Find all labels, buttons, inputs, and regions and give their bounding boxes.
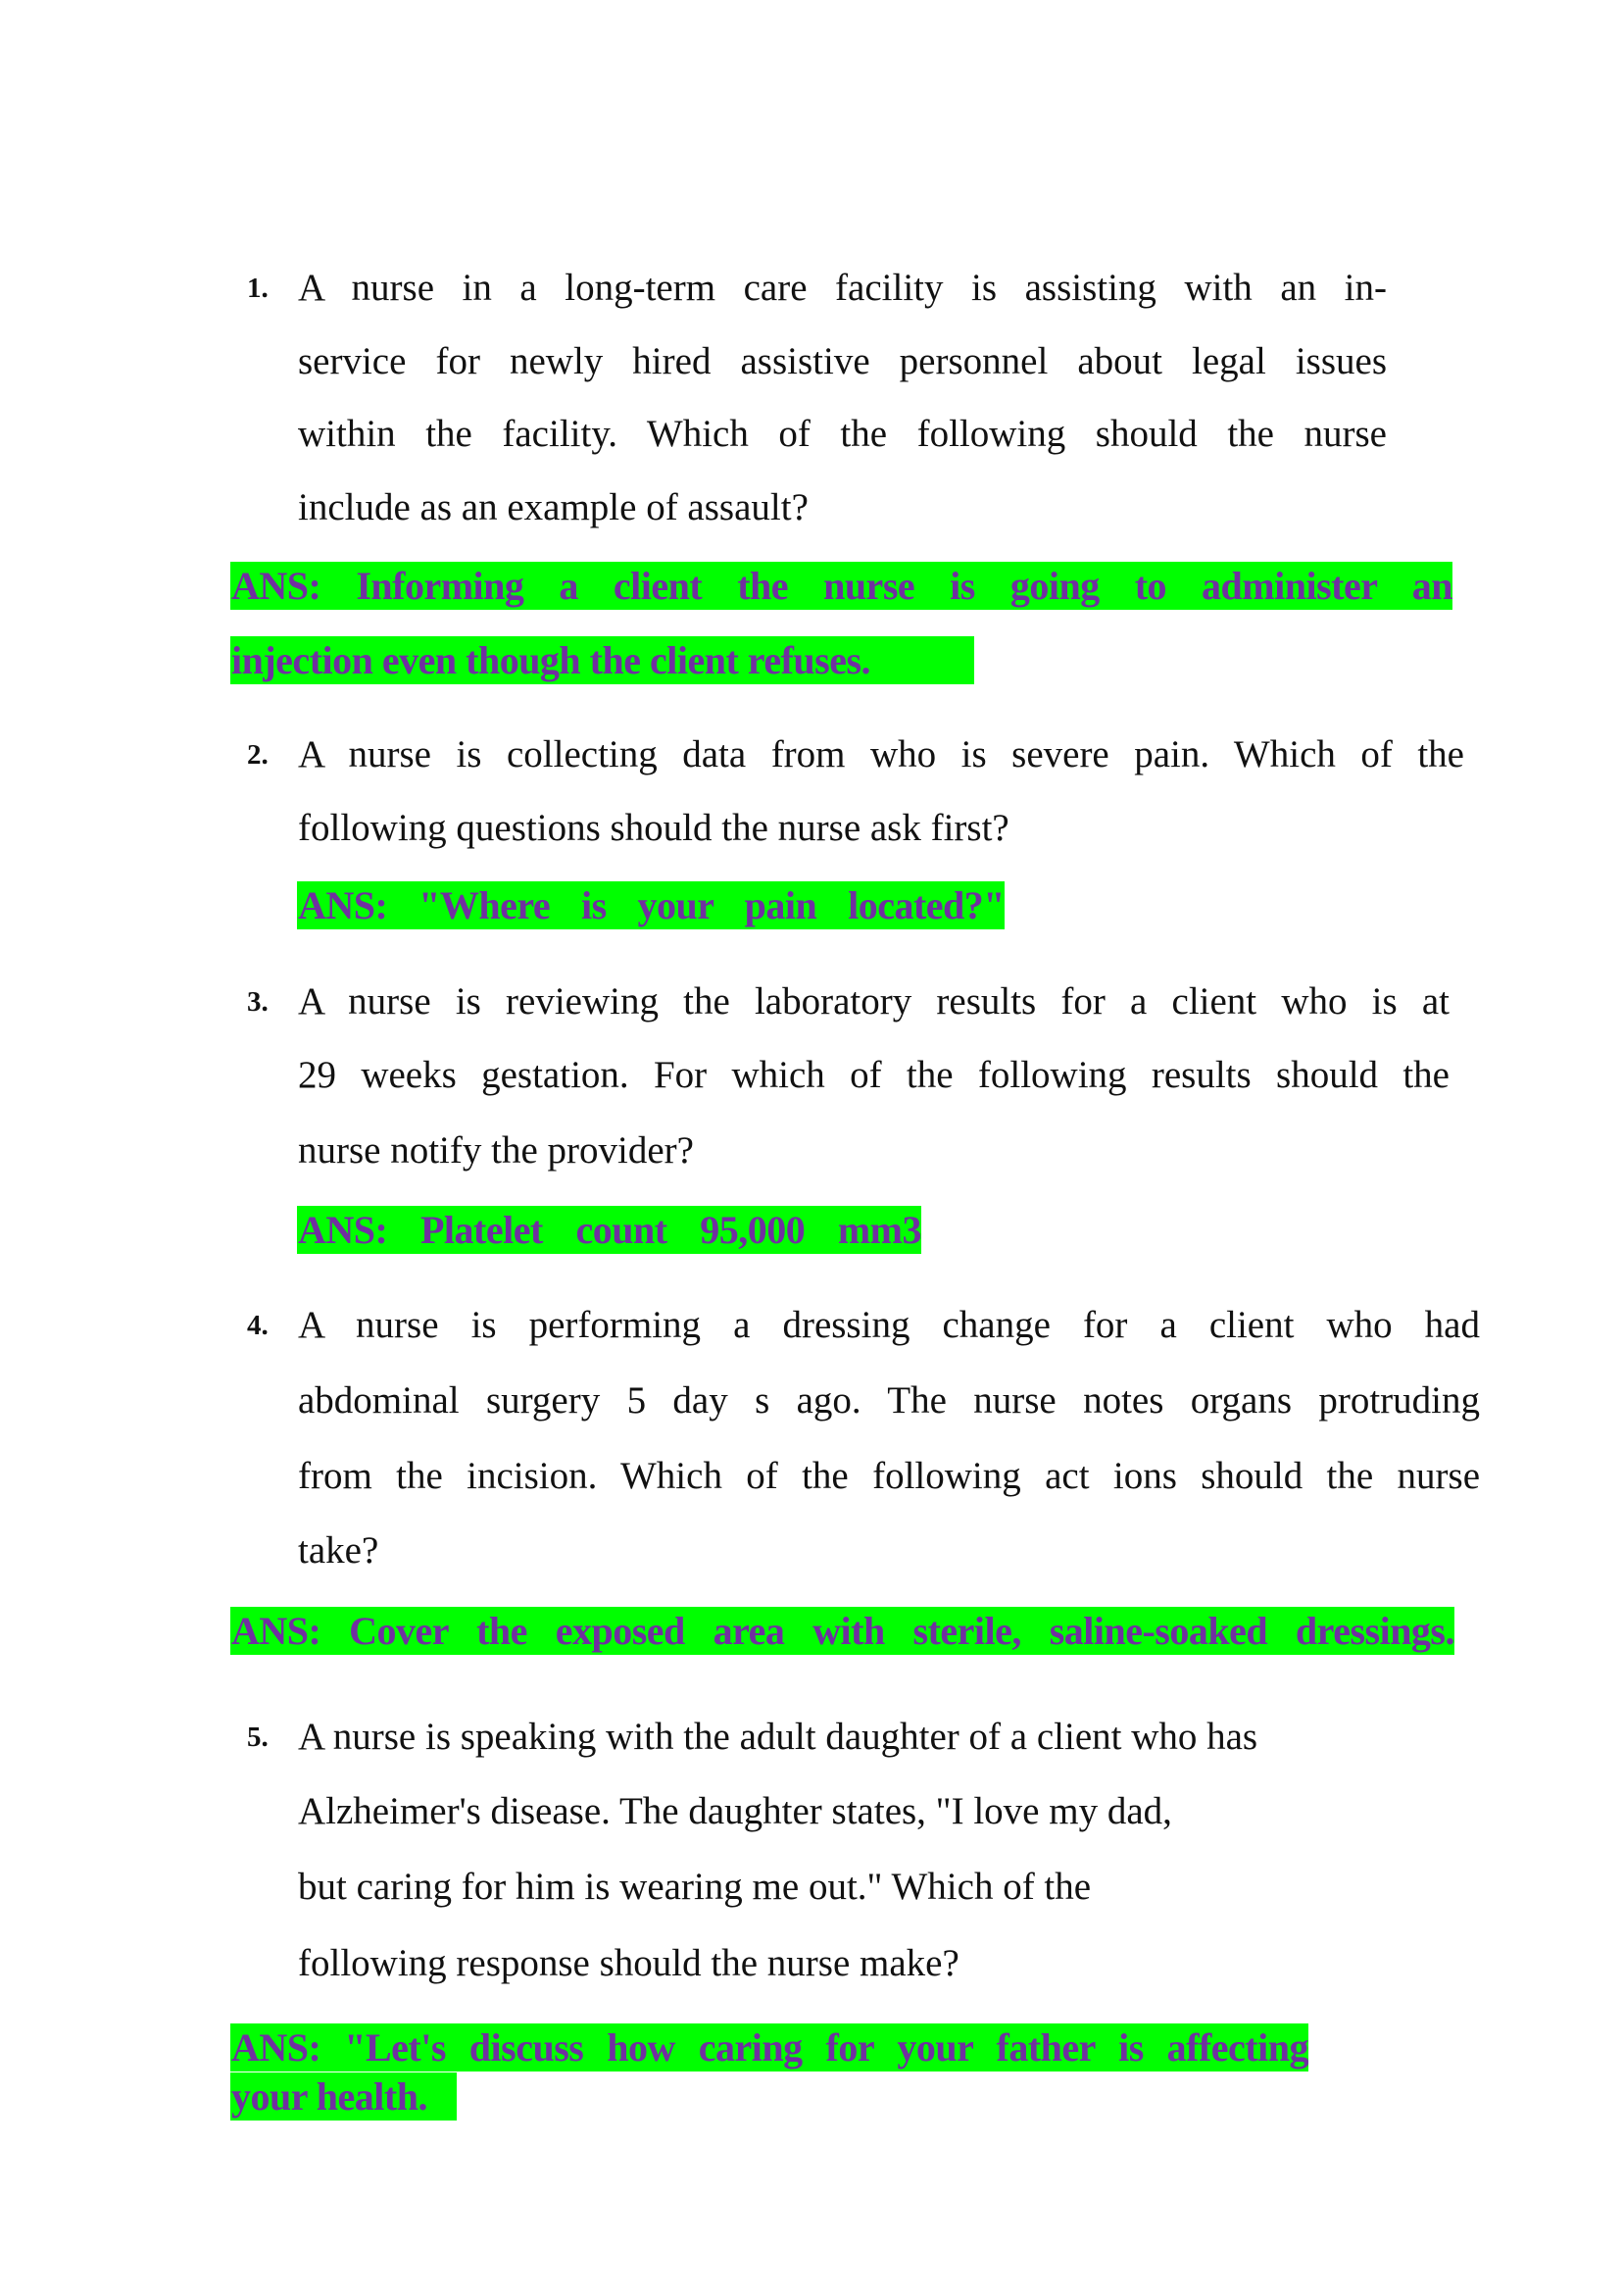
- question-text-line: abdominal surgery 5 day s ago. The nurse notes organs protruding: [298, 1379, 1480, 1422]
- question-text-line: but caring for him is wearing me out." Which of the: [298, 1866, 1092, 1908]
- question-number: 5.: [247, 1722, 269, 1753]
- answer-highlight: your health.: [230, 2072, 457, 2121]
- question-text-line: take?: [298, 1529, 379, 1572]
- question-number: 1.: [247, 273, 269, 304]
- question-number: 4.: [247, 1310, 269, 1341]
- question-text-line: Alzheimer's disease. The daughter states, "I love my dad,: [298, 1790, 1172, 1832]
- question-number: 3.: [247, 986, 269, 1018]
- question-text-line: within the facility. Which of the following should the nurse: [298, 413, 1387, 455]
- answer-highlight: ANS: "Where is your pain located?": [298, 883, 1005, 927]
- question-text-line: A nurse is collecting data from who is severe pain. Which of the: [298, 733, 1464, 775]
- answer-highlight: ANS: Platelet count 95,000 mm3: [298, 1208, 921, 1252]
- answer-highlight: injection even though the client refuses.: [230, 636, 974, 684]
- question-number: 2.: [247, 739, 269, 771]
- question-text-line: following questions should the nurse ask first?: [298, 807, 1009, 849]
- answer-highlight: ANS: Informing a client the nurse is going to administer an: [231, 564, 1452, 608]
- question-text-line: nurse notify the provider?: [298, 1129, 694, 1172]
- answer-highlight: ANS: "Let's discuss how caring for your father is affecting: [231, 2025, 1308, 2070]
- question-text-line: from the incision. Which of the following act ions should the nurse: [298, 1455, 1480, 1497]
- answer-highlight: ANS: Cover the exposed area with sterile, saline-soaked dressings.: [231, 1609, 1454, 1653]
- question-text-line: 29 weeks gestation. For which of the following results should the: [298, 1054, 1450, 1096]
- question-text-line: include as an example of assault?: [298, 486, 809, 528]
- question-text-line: A nurse is speaking with the adult daughter of a client who has: [298, 1716, 1258, 1758]
- question-text-line: following response should the nurse make?: [298, 1942, 959, 1984]
- question-text-line: service for newly hired assistive personnel about legal issues: [298, 340, 1387, 382]
- question-text-line: A nurse is performing a dressing change for a client who had: [298, 1304, 1480, 1346]
- question-text-line: A nurse in a long-term care facility is assisting with an in-: [298, 267, 1387, 309]
- question-text-line: A nurse is reviewing the laboratory results for a client who is at: [298, 980, 1450, 1023]
